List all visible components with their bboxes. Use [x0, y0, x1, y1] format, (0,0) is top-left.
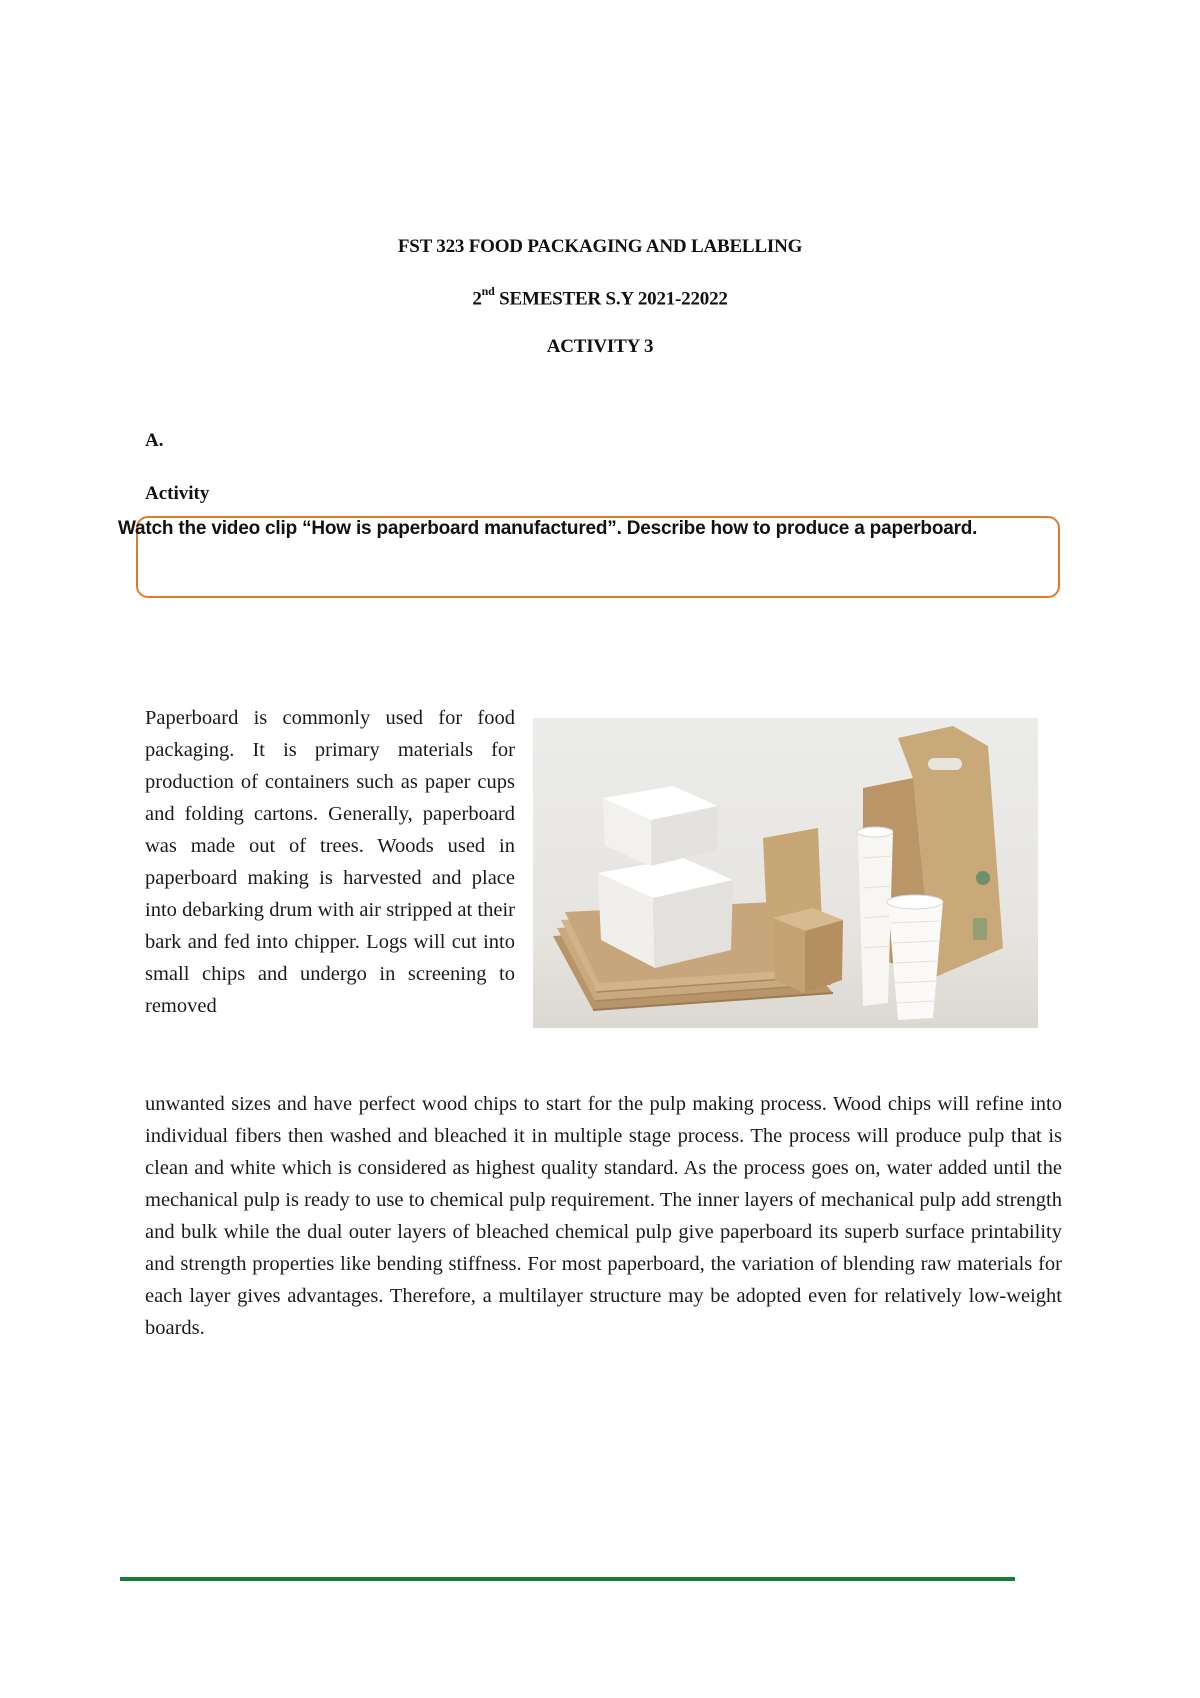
- activity-title: ACTIVITY 3: [546, 336, 654, 357]
- white-box-upper: [603, 786, 718, 866]
- kraft-cube: [773, 908, 843, 993]
- body-paragraph-full: unwanted sizes and have perfect wood chips to start for the pulp making process. Wood chips will refine into individual fibers then washed and bleached it in multiple stage process. The process will produce pulp that is clean and white which is considered as highest quality standard. As the process goes on, water added until the mechanical pulp is ready to use to chemical pulp requirement. The inner layers of mechanical pulp add strength and bulk while the dual outer layers of bleached chemical pulp give paperboard its superb surface printability and strength properties like bending stiffness. For most paperboard, the variation of blending raw materials for each layer gives advantages. Therefore, a multilayer structure may be adopted even for relatively low-weight boards.: [145, 1093, 1062, 1339]
- paperboard-packaging-photo: [533, 718, 1038, 1028]
- body-paragraph-wrapped: Paperboard is commonly used for food packaging. It is primary materials for production of containers such as paper cups and folding cartons. Generally, paperboard was made out of trees. Woods used in paperboard making is harvested and place into debarking drum with air stripped at their bark and fed into chipper. Logs will cut into small chips and undergo in screening to removed: [145, 707, 515, 1017]
- semester-suffix: nd: [481, 284, 495, 298]
- semester-number: 2: [472, 288, 482, 310]
- paper-cups-stack: [857, 827, 893, 1006]
- footer-rule: [120, 1577, 1015, 1581]
- section-heading: Activity: [145, 483, 210, 504]
- section-letter: A.: [145, 430, 164, 451]
- instruction-text: Watch the video clip “How is paperboard manufactured”. Describe how to produce a paperboard.: [118, 518, 978, 539]
- course-title: FST 323 FOOD PACKAGING AND LABELLING: [397, 236, 803, 257]
- semester-line: [0, 286, 1200, 310]
- semester-text: SEMESTER S.Y 2021-22022: [494, 288, 728, 310]
- paper-cups-stack-front: [887, 895, 943, 1020]
- packaging-illustration: [533, 718, 1038, 1028]
